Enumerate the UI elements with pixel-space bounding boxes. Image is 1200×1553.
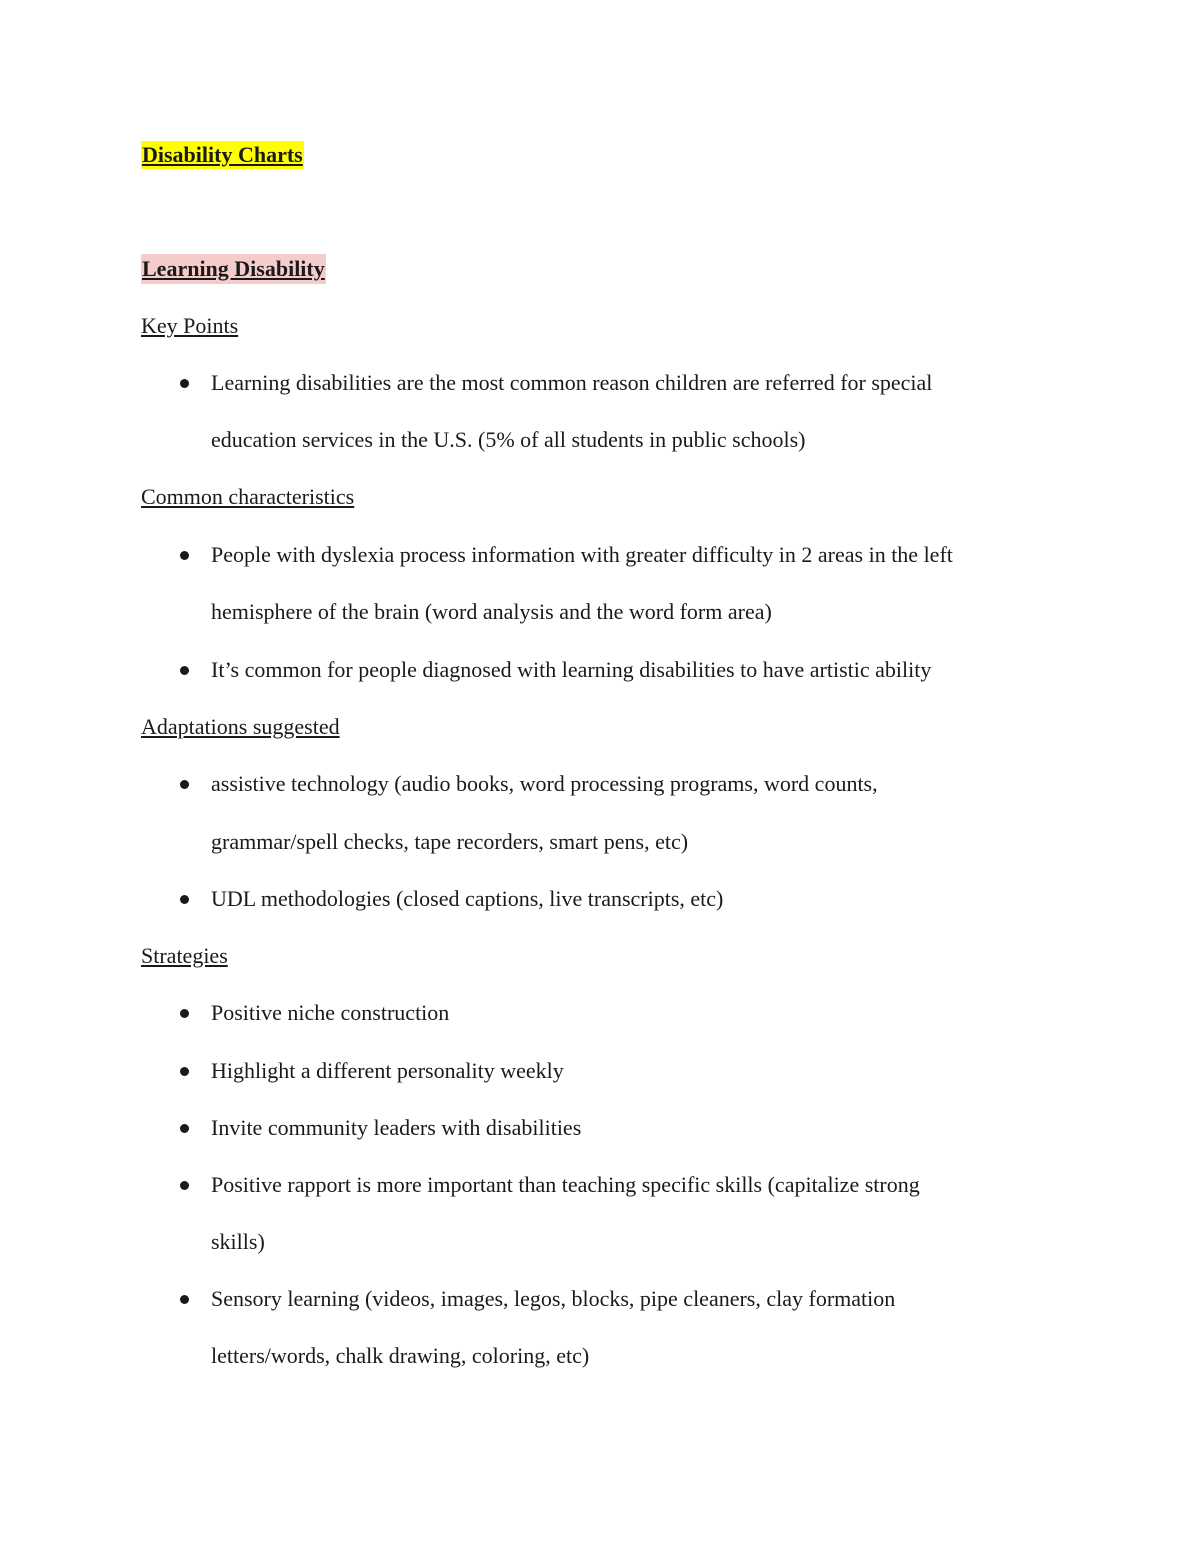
adaptations-heading: Adaptations suggested bbox=[141, 714, 340, 739]
bullet-icon bbox=[180, 666, 189, 675]
strategy-5-line-1: Sensory learning (videos, images, legos, blocks, pipe cleaners, clay formation bbox=[211, 1286, 896, 1311]
strategy-4-line-2: skills) bbox=[211, 1229, 265, 1254]
strategy-3-line-1: Invite community leaders with disabilities bbox=[211, 1115, 582, 1140]
section-title: Learning Disability bbox=[141, 254, 326, 284]
document-title: Disability Charts bbox=[142, 142, 303, 167]
characteristic-2-line-1: It’s common for people diagnosed with learning disabilities to have artistic ability bbox=[211, 657, 932, 682]
strategy-5-line-2: letters/words, chalk drawing, coloring, etc) bbox=[211, 1343, 590, 1368]
key-point-1-line-2: education services in the U.S. (5% of all students in public schools) bbox=[211, 427, 806, 452]
bullet-icon bbox=[180, 379, 189, 388]
key-points-heading: Key Points bbox=[141, 313, 239, 338]
strategies-heading: Strategies bbox=[141, 943, 228, 968]
characteristic-1-line-1: People with dyslexia process information with greater difficulty in 2 areas in the left bbox=[211, 542, 953, 567]
adaptation-2-line-1: UDL methodologies (closed captions, live transcripts, etc) bbox=[211, 886, 724, 911]
bullet-icon bbox=[180, 1009, 189, 1018]
common-characteristics-heading: Common characteristics bbox=[141, 484, 355, 509]
adaptation-1-line-2: grammar/spell checks, tape recorders, smart pens, etc) bbox=[211, 829, 689, 854]
strategy-2-line-1: Highlight a different personality weekly bbox=[211, 1058, 564, 1083]
bullet-icon bbox=[180, 1067, 189, 1076]
bullet-icon bbox=[180, 895, 189, 904]
adaptation-1-line-1: assistive technology (audio books, word processing programs, word counts, bbox=[211, 771, 878, 796]
characteristic-1-line-2: hemisphere of the brain (word analysis and the word form area) bbox=[211, 599, 772, 624]
bullet-icon bbox=[180, 780, 189, 789]
bullet-icon bbox=[180, 1124, 189, 1133]
bullet-icon bbox=[180, 1181, 189, 1190]
bullet-icon bbox=[180, 551, 189, 560]
strategy-4-line-1: Positive rapport is more important than teaching specific skills (capitalize strong bbox=[211, 1172, 920, 1197]
strategy-1-line-1: Positive niche construction bbox=[211, 1000, 450, 1025]
bullet-icon bbox=[180, 1295, 189, 1304]
key-point-1-line-1: Learning disabilities are the most common reason children are referred for special bbox=[211, 370, 933, 395]
